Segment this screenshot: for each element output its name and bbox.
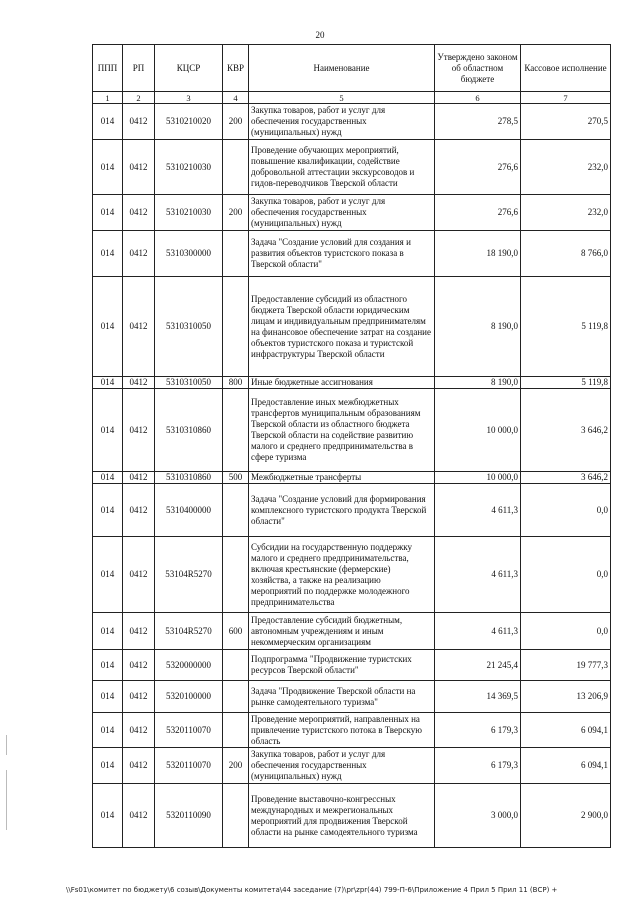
cell-name: Проведение выставочно-конгрессных международных и межрегиональных мероприятий для продвижения Тверской области на рынке самодеятельного туризма [249, 784, 435, 848]
cell-kvr: 600 [223, 613, 249, 650]
cell-kcsr: 5320100000 [155, 681, 223, 713]
cell-kcsr: 53104R5270 [155, 613, 223, 650]
margin-line [6, 735, 7, 755]
cell-ppp: 014 [93, 784, 123, 848]
cell-name: Закупка товаров, работ и услуг для обеспечения государственных (муниципальных) нужд [249, 104, 435, 140]
cell-name: Подпрограмма "Продвижение туристских ресурсов Тверской области" [249, 650, 435, 681]
cell-rp: 0412 [123, 231, 155, 277]
cell-kcsr: 5310210020 [155, 104, 223, 140]
cell-ppp: 014 [93, 140, 123, 195]
footer-file-path: \\Fs01\комитет по бюджету\6 созыв\Документы комитета\44 заседание (7)\pr\zpr(44) 799-П-6\Приложение 4 Прил 5 Прил 11 (ВСР) + [66, 886, 558, 894]
cell-rp: 0412 [123, 613, 155, 650]
cell-kvr [223, 650, 249, 681]
table-row [93, 231, 611, 277]
budget-table [92, 44, 611, 848]
cell-kcsr: 5310400000 [155, 484, 223, 537]
cell-kvr [223, 277, 249, 377]
col-number: 1 [93, 92, 123, 104]
col-number: 6 [435, 92, 521, 104]
cell-rp: 0412 [123, 650, 155, 681]
table-row [93, 681, 611, 713]
cell-kvr: 200 [223, 748, 249, 784]
cell-kcsr: 5320000000 [155, 650, 223, 681]
header-ppp: ППП [93, 45, 123, 92]
cell-kvr [223, 784, 249, 848]
cell-name: Закупка товаров, работ и услуг для обеспечения государственных (муниципальных) нужд [249, 195, 435, 231]
cell-rp: 0412 [123, 140, 155, 195]
cell-kcsr: 5310210030 [155, 195, 223, 231]
cell-rp: 0412 [123, 472, 155, 484]
cell-kcsr: 5320110070 [155, 748, 223, 784]
cell-name: Задача "Создание условий для формирования комплексного туристского продукта Тверской области" [249, 484, 435, 537]
cell-ppp: 014 [93, 748, 123, 784]
col-number: 7 [521, 92, 611, 104]
cell-approved: 8 190,0 [435, 377, 521, 389]
cell-rp: 0412 [123, 713, 155, 748]
table-row [93, 377, 611, 389]
cell-cash: 3 646,2 [521, 472, 611, 484]
cell-ppp: 014 [93, 277, 123, 377]
cell-name: Проведение обучающих мероприятий, повышение квалификации, содействие добровольной аттестации экскурсоводов и гидов-переводчиков Тверской области [249, 140, 435, 195]
cell-rp: 0412 [123, 377, 155, 389]
cell-name: Иные бюджетные ассигнования [249, 377, 435, 389]
cell-cash: 6 094,1 [521, 748, 611, 784]
cell-kvr: 200 [223, 104, 249, 140]
cell-approved: 8 190,0 [435, 277, 521, 377]
cell-cash: 5 119,8 [521, 377, 611, 389]
cell-cash: 6 094,1 [521, 713, 611, 748]
column-number-row [93, 92, 611, 104]
cell-kcsr: 5320110070 [155, 713, 223, 748]
cell-name: Закупка товаров, работ и услуг для обеспечения государственных (муниципальных) нужд [249, 748, 435, 784]
cell-kcsr: 5310310050 [155, 377, 223, 389]
col-number: 3 [155, 92, 223, 104]
cell-name: Предоставление иных межбюджетных трансфертов муниципальным образованиям Тверской области из областного бюджета Тверской области на содействие развитию малого и среднего предпринимательства в сфере туризма [249, 389, 435, 472]
cell-kvr [223, 140, 249, 195]
cell-kvr [223, 537, 249, 613]
header-name: Наименование [249, 45, 435, 92]
cell-rp: 0412 [123, 784, 155, 848]
cell-cash: 3 646,2 [521, 389, 611, 472]
cell-kvr [223, 231, 249, 277]
cell-approved: 10 000,0 [435, 472, 521, 484]
cell-kvr: 500 [223, 472, 249, 484]
cell-ppp: 014 [93, 537, 123, 613]
table-row [93, 277, 611, 377]
cell-cash: 0,0 [521, 484, 611, 537]
table-row [93, 713, 611, 748]
cell-cash: 5 119,8 [521, 277, 611, 377]
cell-name: Задача "Продвижение Тверской области на рынке самодеятельного туризма" [249, 681, 435, 713]
cell-cash: 13 206,9 [521, 681, 611, 713]
cell-ppp: 014 [93, 195, 123, 231]
cell-kcsr: 5320110090 [155, 784, 223, 848]
table-row [93, 650, 611, 681]
header-rp: РП [123, 45, 155, 92]
cell-approved: 4 611,3 [435, 484, 521, 537]
header-kcsr: КЦСР [155, 45, 223, 92]
cell-rp: 0412 [123, 195, 155, 231]
cell-approved: 14 369,5 [435, 681, 521, 713]
cell-kvr [223, 484, 249, 537]
cell-ppp: 014 [93, 613, 123, 650]
cell-name: Проведение мероприятий, направленных на привлечение туристского потока в Тверскую область [249, 713, 435, 748]
cell-rp: 0412 [123, 748, 155, 784]
cell-rp: 0412 [123, 681, 155, 713]
table-row [93, 537, 611, 613]
cell-ppp: 014 [93, 472, 123, 484]
cell-approved: 278,5 [435, 104, 521, 140]
cell-rp: 0412 [123, 104, 155, 140]
table-row [93, 613, 611, 650]
table-row [93, 389, 611, 472]
cell-kvr [223, 681, 249, 713]
header-cash: Кассовое исполнение [521, 45, 611, 92]
cell-kvr [223, 389, 249, 472]
cell-cash: 0,0 [521, 537, 611, 613]
cell-cash: 270,5 [521, 104, 611, 140]
cell-approved: 4 611,3 [435, 537, 521, 613]
header-approved: Утверждено законом об областном бюджете [435, 45, 521, 92]
cell-name: Задача "Создание условий для создания и развития объектов туристского показа в Тверской области" [249, 231, 435, 277]
cell-approved: 4 611,3 [435, 613, 521, 650]
cell-cash: 2 900,0 [521, 784, 611, 848]
header-kvr: КВР [223, 45, 249, 92]
cell-kcsr: 5310310860 [155, 472, 223, 484]
cell-kvr: 800 [223, 377, 249, 389]
table-row [93, 484, 611, 537]
cell-ppp: 014 [93, 231, 123, 277]
cell-rp: 0412 [123, 277, 155, 377]
table-row [93, 784, 611, 848]
cell-approved: 21 245,4 [435, 650, 521, 681]
cell-approved: 276,6 [435, 195, 521, 231]
cell-cash: 19 777,3 [521, 650, 611, 681]
cell-name: Предоставление субсидий бюджетным, автономным учреждениям и иным некоммерческим организациям [249, 613, 435, 650]
cell-rp: 0412 [123, 484, 155, 537]
table-row [93, 140, 611, 195]
cell-approved: 18 190,0 [435, 231, 521, 277]
cell-ppp: 014 [93, 104, 123, 140]
cell-kcsr: 5310210030 [155, 140, 223, 195]
cell-name: Субсидии на государственную поддержку малого и среднего предпринимательства, включая крестьянские (фермерские) хозяйства, а также на реализацию мероприятий по поддержке молодежного предпринимательства [249, 537, 435, 613]
table-row [93, 748, 611, 784]
cell-approved: 6 179,3 [435, 748, 521, 784]
col-number: 4 [223, 92, 249, 104]
cell-kvr [223, 713, 249, 748]
cell-approved: 3 000,0 [435, 784, 521, 848]
cell-cash: 8 766,0 [521, 231, 611, 277]
cell-cash: 232,0 [521, 140, 611, 195]
col-number: 2 [123, 92, 155, 104]
cell-name: Предоставление субсидий из областного бюджета Тверской области юридическим лицам и индивидуальным предпринимателям на финансовое обеспечение затрат на создание объектов туристского показа и туристской инфраструктуры Тверской области [249, 277, 435, 377]
cell-ppp: 014 [93, 681, 123, 713]
cell-approved: 276,6 [435, 140, 521, 195]
table-row [93, 195, 611, 231]
cell-ppp: 014 [93, 650, 123, 681]
cell-ppp: 014 [93, 713, 123, 748]
cell-kcsr: 5310300000 [155, 231, 223, 277]
cell-kcsr: 5310310050 [155, 277, 223, 377]
cell-ppp: 014 [93, 377, 123, 389]
table-row [93, 472, 611, 484]
cell-ppp: 014 [93, 484, 123, 537]
page-number: 20 [315, 30, 325, 40]
cell-rp: 0412 [123, 537, 155, 613]
table-row [93, 104, 611, 140]
col-number: 5 [249, 92, 435, 104]
cell-rp: 0412 [123, 389, 155, 472]
cell-approved: 10 000,0 [435, 389, 521, 472]
cell-name: Межбюджетные трансферты [249, 472, 435, 484]
cell-cash: 232,0 [521, 195, 611, 231]
margin-line [6, 770, 7, 830]
cell-cash: 0,0 [521, 613, 611, 650]
cell-approved: 6 179,3 [435, 713, 521, 748]
header-row [93, 45, 611, 92]
cell-kcsr: 53104R5270 [155, 537, 223, 613]
cell-ppp: 014 [93, 389, 123, 472]
cell-kvr: 200 [223, 195, 249, 231]
table-body [93, 104, 611, 848]
cell-kcsr: 5310310860 [155, 389, 223, 472]
